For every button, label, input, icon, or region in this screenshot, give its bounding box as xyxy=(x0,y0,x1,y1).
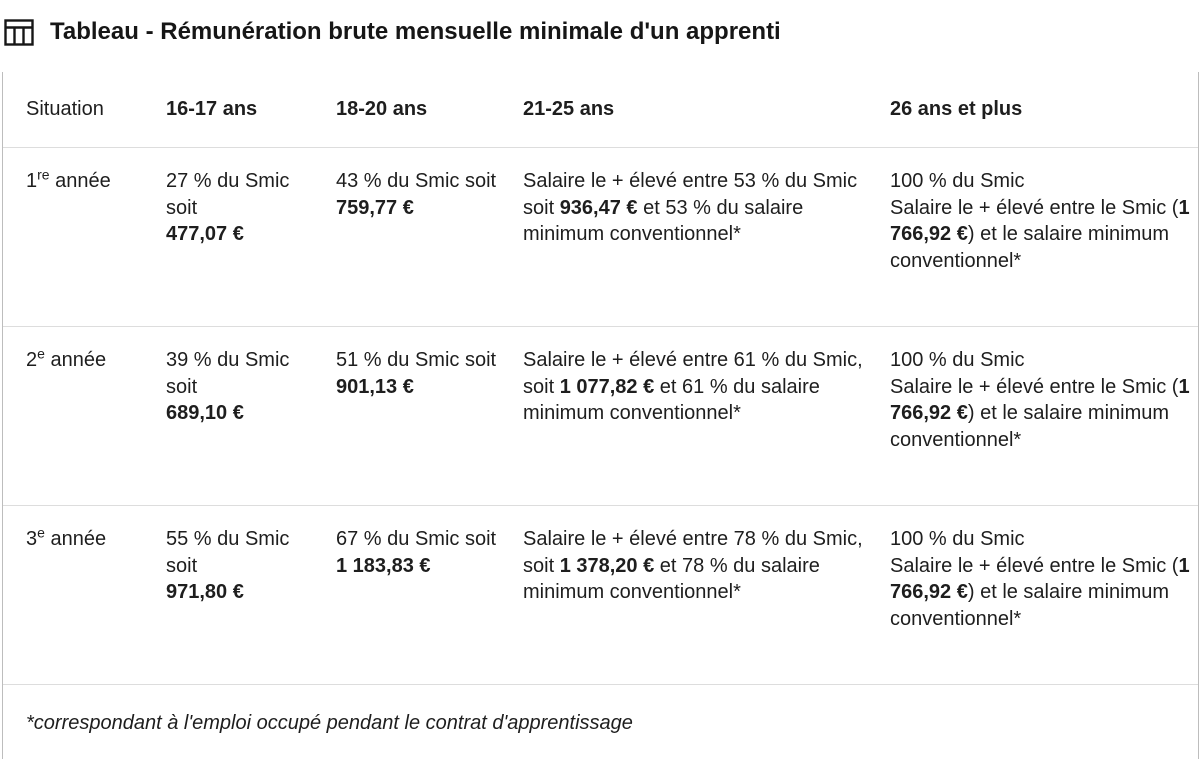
footnote: *correspondant à l'emploi occupé pendant le contrat d'apprentissage xyxy=(26,712,633,734)
cell-18-20: 67 % du Smic soit 1 183,83 € xyxy=(336,528,497,577)
table-footer xyxy=(3,685,1198,759)
cell-18-20: 51 % du Smic soit 901,13 € xyxy=(336,349,497,398)
table-icon xyxy=(4,19,34,46)
table-row xyxy=(3,148,1198,327)
table-caption xyxy=(0,14,1200,50)
table-header-row xyxy=(3,72,1198,148)
cell-16-17: 39 % du Smic soit 689,10 € xyxy=(166,349,290,424)
table-row xyxy=(3,506,1198,685)
cell-26-plus: 100 % du Smic Salaire le + élevé entre le Smic (1 766,92 €) et le salaire minimum conventionnel* xyxy=(890,349,1190,451)
cell-21-25: Salaire le + élevé entre 53 % du Smic soit 936,47 € et 53 % du salaire minimum conventionnel* xyxy=(523,170,858,245)
cell-26-plus: 100 % du Smic Salaire le + élevé entre le Smic (1 766,92 €) et le salaire minimum conventionnel* xyxy=(890,528,1190,630)
header-16-17: 16-17 ans xyxy=(166,98,258,120)
cell-16-17: 27 % du Smic soit 477,07 € xyxy=(166,170,290,245)
row-year-label: 3e année xyxy=(26,524,107,550)
page-title: Tableau - Rémunération brute mensuelle minimale d'un apprenti xyxy=(50,18,781,45)
cell-18-20: 43 % du Smic soit 759,77 € xyxy=(336,170,497,219)
header-18-20: 18-20 ans xyxy=(336,98,428,120)
header-21-25: 21-25 ans xyxy=(523,98,615,120)
cell-16-17: 55 % du Smic soit 971,80 € xyxy=(166,528,290,603)
salary-table xyxy=(2,72,1199,759)
header-situation: Situation xyxy=(26,98,104,120)
cell-26-plus: 100 % du Smic Salaire le + élevé entre le Smic (1 766,92 €) et le salaire minimum conventionnel* xyxy=(890,170,1190,272)
table-row xyxy=(3,327,1198,506)
row-year-label: 1re année xyxy=(26,166,111,192)
cell-21-25: Salaire le + élevé entre 61 % du Smic, soit 1 077,82 € et 61 % du salaire minimum conventionnel* xyxy=(523,349,863,424)
cell-21-25: Salaire le + élevé entre 78 % du Smic, soit 1 378,20 € et 78 % du salaire minimum conventionnel* xyxy=(523,528,863,603)
row-year-label: 2e année xyxy=(26,345,107,371)
header-26-plus: 26 ans et plus xyxy=(890,98,1023,120)
